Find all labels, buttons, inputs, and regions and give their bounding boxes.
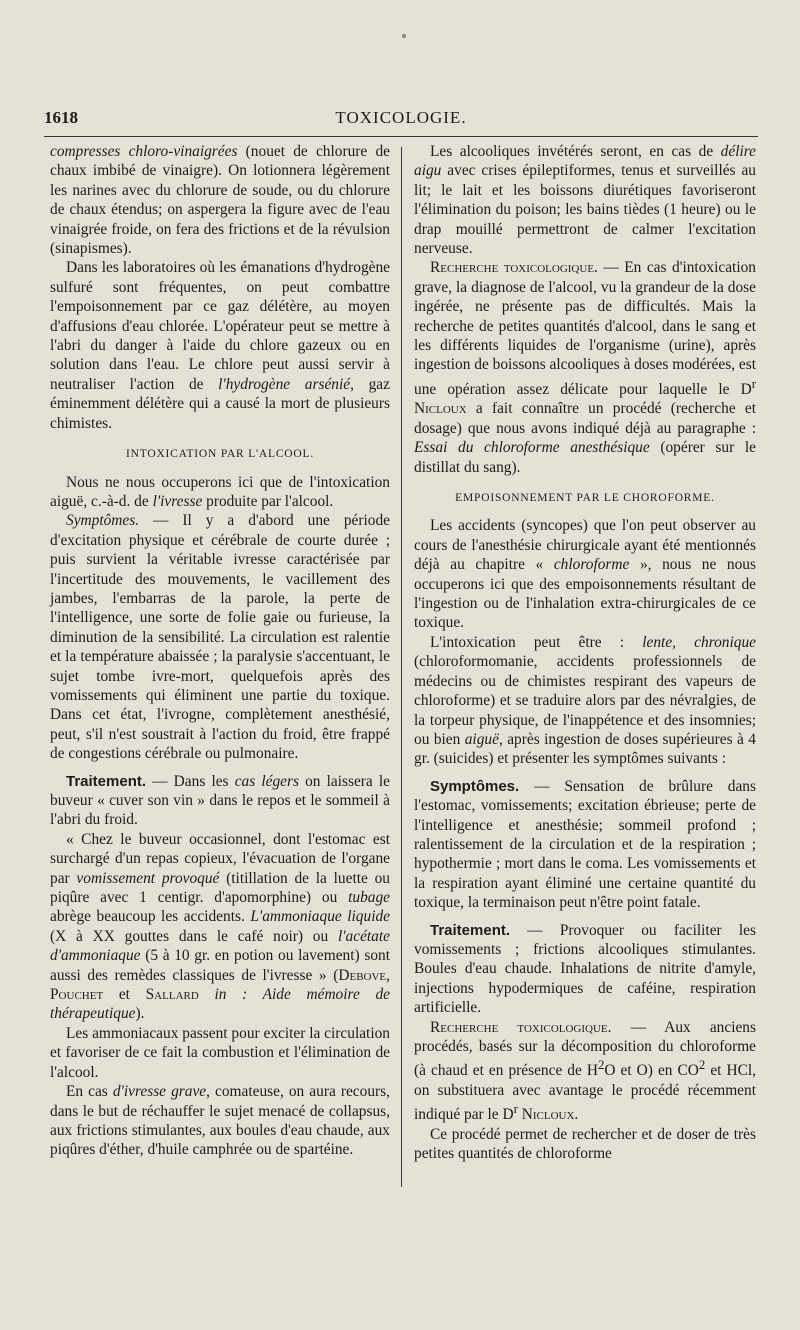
paragraph [50,473,390,512]
author-name: Nicloux [521,1106,575,1124]
italic-text: l'ivresse [152,492,203,510]
text: — Il y a d'abord une période d'excitation physique et cérébrale de courte durée ; puis survient la véritable ivresse caractérisée par l'incertitude des mouvements, le vacillement des jambes, l'embarras de la parole, la perte de l'intelligence, une sorte de folie gaie ou furieuse, la diminution de la sensibilité. La circulation est ralentie et la température abaissée ; la paralysie s'accentuant, le sujet tombe ivre-mort, quelquefois après des vomissements qui éliminent une partie du toxique. Dans cet état, l'ivrogne, complètement anesthésié, peut, s'il n'est soustrait à l'action du froid, être frappé de congestions cérébrale ou pulmonaire. [50,512,390,763]
text: (X à XX gouttes dans le café noir) ou [50,927,338,945]
section-heading: INTOXICATION PAR L'ALCOOL. [125,448,315,461]
text: , comateuse, on aura recours, dans le but de réchauffer le sujet menacé de collapsus, aux frictions stimulantes, aux boules d'eau chaude, aux piqûres d'éther, d'huile camphrée ou de spartéine. [50,1083,390,1159]
text: on laissera le buveur « cuver son vin » dans le repos et le sommeil à l'abri du froid. [50,772,390,829]
text: abrège beaucoup les accidents. [50,908,251,926]
author-name: Debove [338,966,387,984]
paragraph [50,511,390,763]
section-heading: EMPOISONNEMENT PAR LE CHOROFORME. [455,492,715,505]
text: — Dans les [146,772,235,790]
text: a fait connaître un procédé (recherche et dosage) que nous avons indiqué déjà au paragraphe : [414,400,756,437]
text: , gaz éminemment délétère qui a causé la mort de plusieurs chimistes. [50,375,390,432]
paragraph [414,633,756,769]
run-in-heading: Traitement. [430,921,511,939]
column-divider [401,147,402,1187]
author-name: Sallard [145,986,199,1004]
left-column [50,142,390,1160]
paragraph [414,258,756,477]
paragraph [50,1082,390,1160]
text: (titillation de la luette ou piqûre avec 1 centigr. d'apomorphine) ou [50,869,390,907]
text: — En cas d'intoxication grave, la diagnose de l'alcool, vu la grandeur de la dose ingérée, ne présente pas de difficultés. Mais la recherche de petites quantités d'alcool, dans le sang et les différents liquides de l'organisme (urine), après ingestion de boissons alcooliques à doses modérées, est une opération assez délicate pour laquelle le D [414,259,756,398]
text: produite par l'alcool. [202,492,334,510]
text: . [574,1106,579,1124]
text: (nouet de chlorure de chaux imbibé de vinaigre). On lotionnera légèrement les narines avec du chlorure de soude, ou du chlorure de chaux étendus; on aspergera la figure avec de l'eau vinaigrée froide, on fera des frictions et de la révulsion (sinapismes). [50,143,390,258]
paragraph [414,921,756,1018]
paragraph [50,830,390,1024]
italic-text: compresses chloro-vinaigrées [50,143,238,160]
text: Les alcooliques invétérés seront, en cas de [430,143,721,160]
superscript: 2 [698,1058,706,1073]
italic-text: aiguë [464,730,499,748]
text: Dans les laboratoires où les émanations d'hydrogène sulfuré sont fréquentes, on peut combattre l'empoisonnement par ce gaz délétère, au moyen d'affusions d'eau chlorée. L'opérateur peut se mettre à l'abri du danger à l'aide du chlore gazeux ou en solution dans l'eau. Le chlore peut aussi servir à neutraliser l'action de [50,259,390,393]
superscript: 2 [597,1058,605,1073]
superscript: r [751,376,756,391]
italic-text: chloroforme [553,556,630,574]
italic-text: tubage [348,889,390,907]
run-in-heading: Recherche toxicologique. [430,1018,612,1036]
paragraph [414,142,756,258]
text: (opérer sur le distillat du sang). [414,439,756,476]
superscript: r [513,1102,518,1117]
page-header [44,108,758,134]
paragraph [414,777,756,913]
text: Nous ne nous occuperons ici que de l'intoxication aiguë, c.-à-d. de [50,473,390,510]
text: — Provoquer ou faciliter les vomissements ; frictions alcooliques stimulantes. Boules d'eau chaude. Inhalations de nitrite d'amyle, injections hypodermiques de caféine, respiration artificielle. [414,921,756,1017]
running-title: TOXICOLOGIE. [335,108,467,127]
italic-text: l'hydrogène arsénié [218,375,351,393]
author-name: Nicloux [414,400,467,418]
italic-text: délire aigu [414,143,756,180]
text: — Sensation de brûlure dans l'estomac, vomissements; excitation ébrieuse; perte de l'intelligence et anesthésie; sommeil profond ; ralentissement de la circulation et de la respiration ; hypothermie ; mort dans le coma. Les vomissements et la respiration ayant éliminé une certaine quantité du toxique, la terminaison peut n'être point fatale. [414,777,756,912]
text: En cas [66,1083,113,1101]
italic-text: cas légers [234,772,299,790]
paragraph [50,772,390,830]
paragraph [50,258,390,433]
header-rule [44,136,758,137]
text: et HCl, on substituera avec avantage le procédé récemment indiqué par le D [414,1062,756,1124]
paragraph [414,516,756,632]
text: — Aux anciens procédés, basés sur la décomposition du chloroforme (à chaud et en présence de H [414,1018,756,1080]
italic-text: d'ivresse grave [112,1083,207,1101]
paragraph [50,142,390,258]
paragraph: Les ammoniacaux passent pour exciter la circulation et favoriser de ce fait la combustion et l'élimination de l'alcool. [50,1024,390,1081]
run-in-heading: Recherche toxicologique. [430,259,598,277]
text: L'intoxication peut être : [430,633,643,651]
text: , après ingestion de doses supérieures à 4 gr. (suicides) et présenter les symptômes suivants : [414,730,756,768]
italic-text: L'ammoniaque liquide [250,908,391,926]
text: (5 à 10 gr. en potion ou lavement) sont aussi des remèdes classiques de l'ivresse » ( [50,947,390,984]
ink-speck [402,34,406,38]
italic-text: vomissement provoqué [76,869,220,887]
text: ). [135,1005,145,1023]
text: Les accidents (syncopes) que l'on peut observer au cours de l'anesthésie chirurgicale ayant été mentionnés déjà au chapitre « [414,517,756,574]
text [199,986,215,1003]
right-column [414,142,756,1164]
italic-text: Essai du chloroforme anesthésique [414,439,650,457]
text: , [386,966,390,984]
italic-text: lente, chronique [642,633,756,651]
author-name: Pouchet [50,986,104,1004]
text: (chloroformomanie, accidents professionnels de médecins ou de chimistes respirant des vapeurs de chloroforme) et se traduire alors par des névralgies, de la torpeur physique, de l'inappétence et des insomnies; ou bien [414,653,756,748]
text: avec crises épileptiformes, tenus et surveillés au lit; le lait et les boissons diurétiques favoriseront l'élimination du poison; les bains tièdes (1 heure) ou le drap mouillé permettront de calmer l'excitation nerveuse. [414,162,756,258]
text: », nous ne nous occuperons ici que des empoisonnements résultant de l'ingestion ou de l'inhalation extra-chirurgicales de ce toxique. [414,556,756,632]
run-in-heading: Symptômes. [430,777,520,795]
italic-run-in: Symptômes. [66,512,140,530]
text: O et O) en CO [604,1062,699,1080]
text: « Chez le buveur occasionnel, dont l'estomac est surchargé d'un repas copieux, l'évacuation de l'organe par [50,830,390,887]
run-in-heading: Traitement. [66,772,147,790]
paragraph [414,1018,756,1125]
page-number: 1618 [44,108,78,127]
italic-text: l'acétate d'ammoniaque [50,927,390,965]
italic-text: in : Aide mémoire de thérapeutique [50,986,390,1023]
paragraph: Ce procédé permet de rechercher et de doser de très petites quantités de chloroforme [414,1125,756,1163]
text: et [103,986,146,1004]
